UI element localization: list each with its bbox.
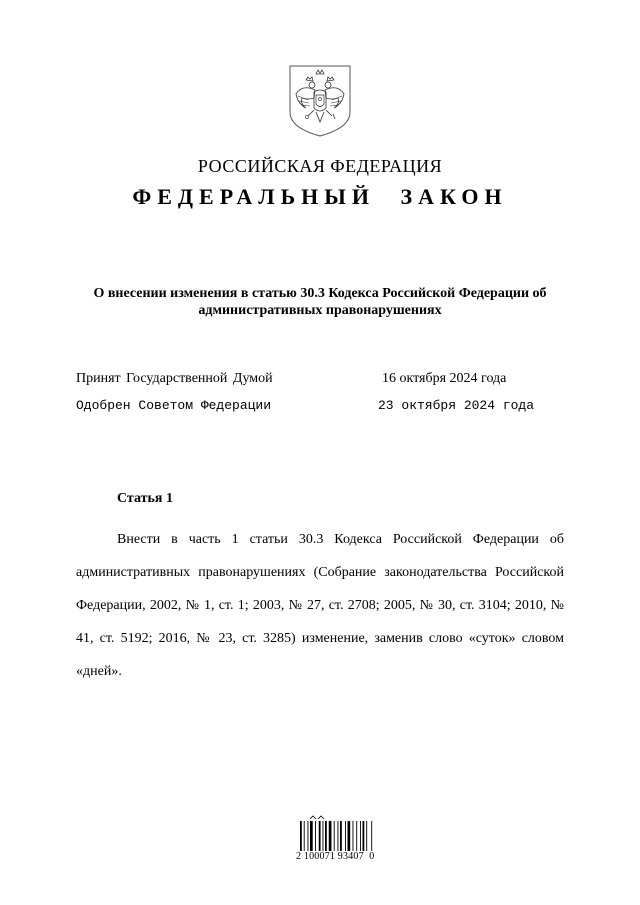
coat-of-arms-icon <box>288 64 352 138</box>
article-text: Внести в часть 1 статьи 30.3 Кодекса Российской Федерации об административных правонарушениях (Собрание законодательства Российской Федерации, 2002, № 1, ст. 1; 2003, № 27, ст. 2708; 2005, № 30, ст. 3104; 2010, № 41, ст. 5192; 2016, № 23, ст. 3285) изменение, заменив слово «суток» словом «дней». <box>76 532 564 679</box>
country-name: РОССИЙСКАЯ ФЕДЕРАЦИЯ <box>197 156 443 176</box>
barcode-number: 2 100071 93407 0 <box>296 851 375 862</box>
adopted-date: 16 октября 2024 года <box>382 371 507 386</box>
law-title: О внесении изменения в статью 30.3 Кодекса Российской Федерации об административных правонарушениях <box>93 286 547 318</box>
article-heading: Статья 1 <box>117 491 173 506</box>
barcode-icon <box>300 815 380 851</box>
approved-date: 23 октября 2024 года <box>378 398 535 413</box>
document-type-heading: ФЕДЕРАЛЬНЫЙ ЗАКОН <box>132 184 508 209</box>
approved-by-label: Одобрен Советом Федерации <box>76 398 272 413</box>
adopted-by-label: Принят Государственной Думой <box>76 371 273 386</box>
